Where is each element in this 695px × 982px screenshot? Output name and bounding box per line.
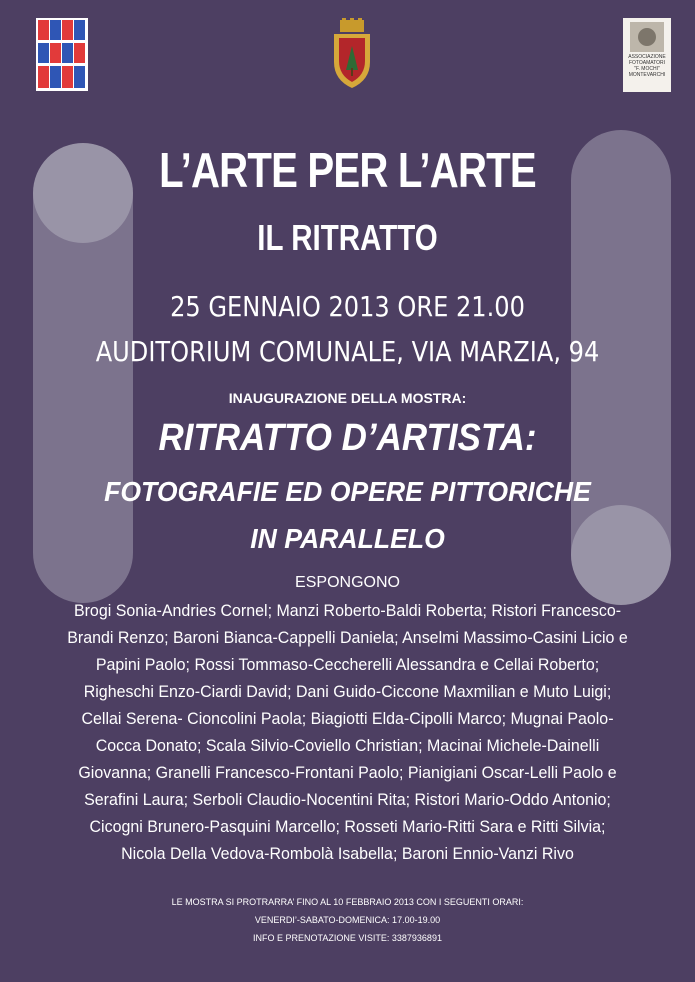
artists-line: Righeschi Enzo-Ciardi David; Dani Guido-Ciccone Maxmilian e Muto Luigi; [83, 682, 612, 701]
footer-contact: INFO E PRENOTAZIONE VISITE: 3387936891 [253, 933, 442, 943]
artists-line: Cocca Donato; Scala Silvio-Coviello Christian; Macinai Michele-Dainelli [95, 736, 600, 755]
associazione-fotoamatori-logo [623, 18, 671, 92]
artists-line: Brogi Sonia-Andries Cornel; Manzi Roberto-Baldi Roberta; Ristori Francesco- [73, 601, 622, 620]
logo-line-3: "F. MOCHI" [634, 66, 660, 72]
photo-association-emblem-icon [630, 22, 664, 52]
logo-line-2: FOTOAMATORI [628, 60, 666, 66]
artists-line: Brandi Renzo; Baroni Bianca-Cappelli Daniela; Anselmi Massimo-Casini Licio e [67, 628, 628, 647]
artists-line: Serafini Laura; Serboli Claudio-Nocentini Rita; Ristori Mario-Oddo Antonio; [84, 790, 611, 809]
event-title: L’ARTE PER L’ARTE [159, 144, 536, 198]
show-title: RITRATTO D’ARTISTA: [158, 417, 537, 459]
show-subtitle-line-1: FOTOGRAFIE ED OPERE PITTORICHE [104, 476, 591, 507]
artists-list [20, 597, 675, 867]
montevarchi-arte-logo [36, 18, 88, 91]
logo-line-4: MONTEVARCHI [628, 72, 666, 78]
artists-line: Papini Paolo; Rossi Tommaso-Ceccherelli Alessandra e Cellai Roberto; [95, 655, 600, 674]
artists-line: Giovanna; Granelli Francesco-Frontani Paolo; Pianigiani Oscar-Lelli Paolo e [78, 763, 617, 782]
montevarchi-crest-icon [330, 18, 374, 90]
exhibitors-label: ESPONGONO [295, 574, 400, 591]
footer-hours: VENERDI’-SABATO-DOMENICA: 17.00-19.00 [254, 915, 441, 925]
show-subtitle-line-2: IN PARALLELO [250, 523, 445, 554]
event-venue: AUDITORIUM COMUNALE, VIA MARZIA, 94 [95, 335, 600, 368]
artists-line: Nicola Della Vedova-Rombolà Isabella; Baroni Ennio-Vanzi Rivo [121, 844, 574, 863]
event-subtitle: IL RITRATTO [257, 217, 438, 258]
artists-line: Cellai Serena- Cioncolini Paola; Biagiotti Elda-Cipolli Marco; Mugnai Paolo- [81, 709, 614, 728]
logo-line-1: ASSOCIAZIONE [628, 54, 666, 60]
event-date: 25 GENNAIO 2013 ORE 21.00 [170, 290, 525, 323]
footer-info [0, 893, 695, 947]
inauguration-label: INAUGURAZIONE DELLA MOSTRA: [228, 390, 467, 406]
artists-line: Cicogni Brunero-Pasquini Marcello; Rosseti Mario-Ritti Sara e Ritti Silvia; [89, 817, 606, 836]
footer-dates: LE MOSTRA SI PROTRARRA’ FINO AL 10 FEBBRAIO 2013 CON I SEGUENTI ORARI: [171, 897, 524, 907]
